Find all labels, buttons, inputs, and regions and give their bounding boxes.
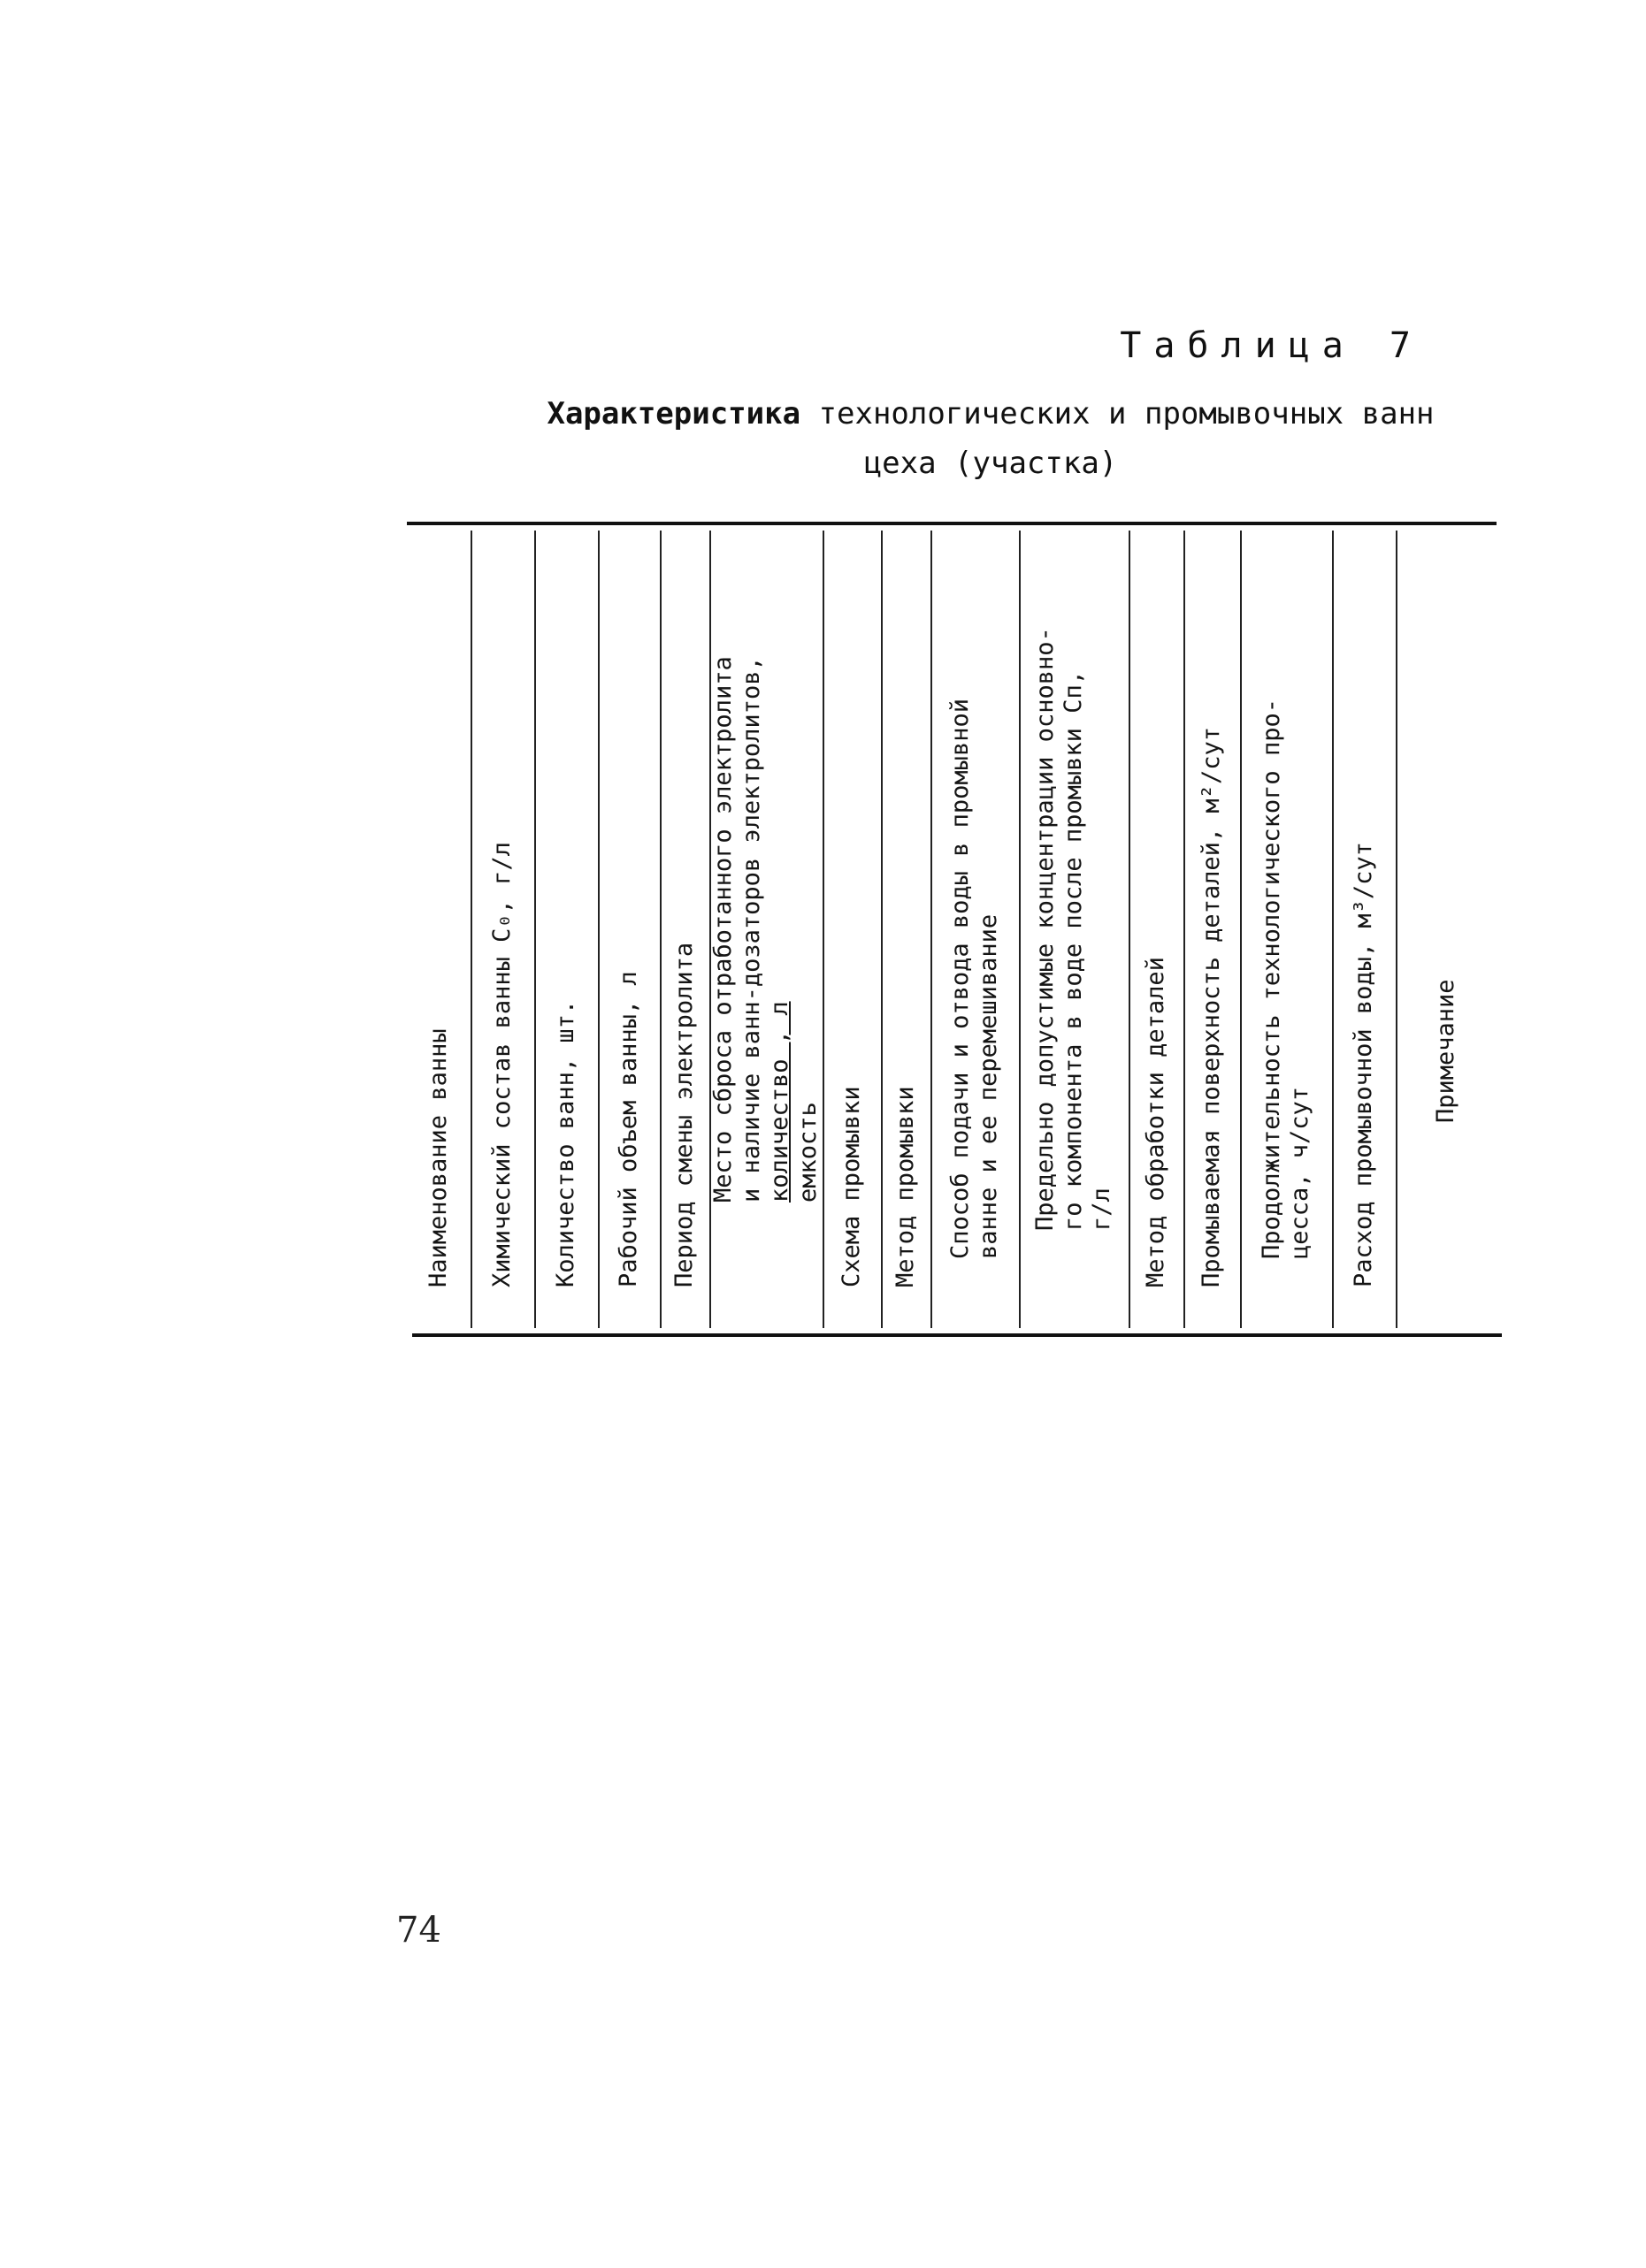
column-notes	[1396, 531, 1497, 1328]
column-electrolyte-change-period	[660, 531, 711, 1328]
column-header: Период смены электролита	[670, 942, 698, 1287]
page-number: 74	[396, 1910, 441, 1951]
column-header: Способ подачи и отвода воды в промывной ванне и ее перемешивание	[946, 699, 1002, 1259]
column-header: Расход промывочной воды, м³/сут	[1350, 842, 1377, 1287]
column-bath-name	[407, 531, 472, 1328]
column-header: Предельно допустимые концентрации основно- го компонента в воде после промывки Cп, г/л	[1031, 627, 1115, 1231]
column-header: Количество ванн, шт.	[552, 999, 579, 1287]
column-header: Примечание	[1432, 979, 1459, 1123]
column-max-concentration	[1019, 531, 1130, 1328]
characteristics-table	[407, 522, 1497, 1337]
column-header: Продолжительность технологического про- цесса, ч/сут	[1258, 699, 1313, 1259]
column-header: Метод промывки	[892, 1086, 919, 1287]
column-rinsed-surface	[1183, 531, 1242, 1328]
column-header: Схема промывки	[838, 1086, 865, 1287]
column-rinse-method	[881, 531, 932, 1328]
column-water-consumption	[1332, 531, 1397, 1328]
title-bold-word: Характеристика	[547, 396, 801, 431]
column-header: Наименование ванны	[425, 1028, 452, 1287]
table-title	[522, 389, 1459, 488]
column-chemical-composition	[471, 531, 536, 1328]
title-line-2: цеха (участка)	[863, 446, 1118, 481]
table-bottom-rule	[412, 1333, 1502, 1337]
title-line-1: технологических и промывочных ванн	[800, 396, 1435, 431]
column-process-duration	[1240, 531, 1334, 1328]
column-header: Метод обработки деталей	[1142, 957, 1169, 1287]
table-label: Таблица 7	[1120, 325, 1423, 366]
column-water-supply-method	[930, 531, 1021, 1328]
column-working-volume	[598, 531, 662, 1328]
column-processing-method	[1129, 531, 1185, 1328]
column-header: Химический состав ванны C₀, г/л	[488, 842, 516, 1287]
column-discharge-location	[709, 531, 824, 1328]
column-bath-count	[534, 531, 600, 1328]
column-rinse-scheme	[823, 531, 883, 1328]
column-header: Промываемая поверхность деталей, м²/сут	[1198, 727, 1225, 1287]
column-header: Место сброса отработанного электролита и наличие ванн-дозаторов электролитов, количество , л емкость	[709, 656, 822, 1203]
column-header: Рабочий объем ванны, л	[615, 971, 642, 1287]
table-top-rule	[407, 522, 1497, 525]
